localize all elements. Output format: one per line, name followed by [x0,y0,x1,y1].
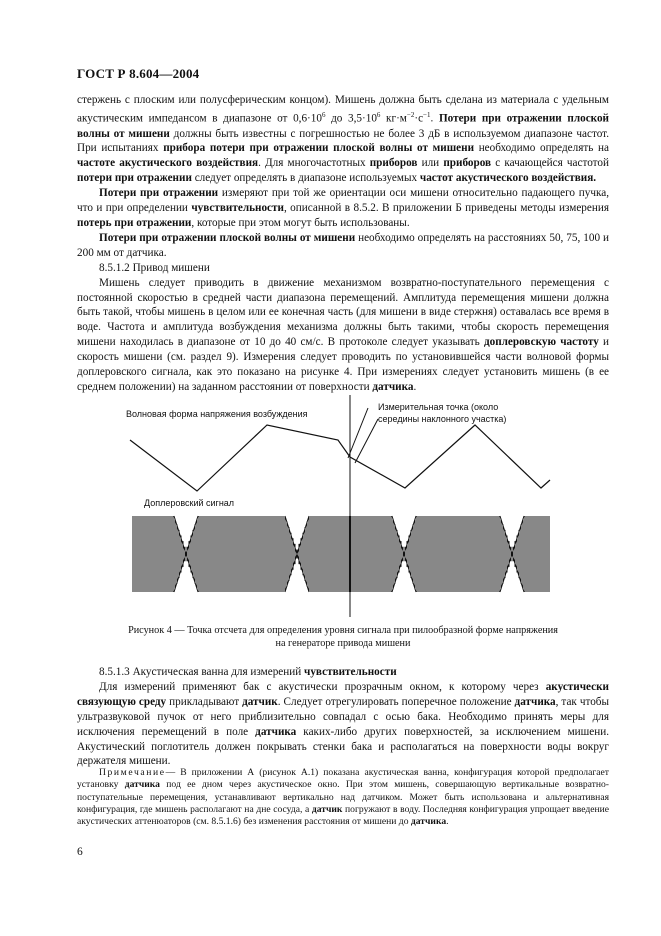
doppler-signal-waveform [133,516,549,592]
figure-4-caption [77,624,609,650]
doppler-signal-label: Доплеровский сигнал [144,498,235,508]
figure-caption-line1: Рисунок 4 — Точка отсчета для определения уровня сигнала при пилообразной форме напряжения [128,625,558,636]
paragraph-distances: Потери при отражении плоской волны от мишени необходимо определять на расстояниях 50, 75, 100 и 200 мм от датчика. [77,231,609,259]
page-number: 6 [77,846,83,858]
pointer-line-1 [348,408,368,458]
section-heading-8-5-1-3: 8.5.1.3 Акустическая ванна для измерений чувствительности [99,666,397,678]
note-label: Примечание [99,767,166,778]
figure-4-waveforms [0,395,661,620]
drive-waveform-label: Волновая форма напряжения возбуждения [126,409,308,419]
document-header: ГОСТ Р 8.604—2004 [77,66,200,81]
measurement-point-label-line2: середины наклонного участка) [378,414,507,424]
text-block-lower [77,665,609,769]
figure-caption-line2: на генераторе привода мишени [275,638,411,649]
measurement-point-label-line1: Измерительная точка (около [378,402,499,412]
text-block-upper [77,93,609,395]
note-block: Примечание— В приложении А (рисунок А.1) показана акустическая ванна, конфигурация которой предполагает установку датчика под ее дном через акустическое окно. При этом мишень, совершающую вертикальные возвратно-поступательные перемещения, устанавливают вертикально над датчиком. Может быть использована и альтернативная конфигурация, где мишень располагают на дне сосуда, а датчик погружают в воду. Последняя конфигурация упрощает введение акустических аттенюаторов (см. 8.5.1.6) без изменения расстояния от мишени до датчика. [77,767,609,828]
paragraph-target-drive: Мишень следует приводить в движение механизмом возвратно-поступательного перемещения с постоянной скоростью в средней части диапазона перемещений. Амплитуда перемещения мишени должна быть такой, чтобы мишень в целом или ее конечная часть (для мишени в виде стержня) оставалась все время в воде. Частота и амплитуда возбуждения механизма должны быть такими, чтобы скорость перемещения мишени находилась в диапазоне от 10 до 40 см/с. В протоколе следует указывать доплеровскую частоту и скорость мишени (см. раздел 9). Измерения следует проводить по установившейся части волновой формы доплеровского сигнала, как это показано на рисунке 4. При измерениях следует установить мишень (в ее среднем положении) на заданном расстоянии от поверхности датчика. [77,276,609,393]
section-heading-8-5-1-2: 8.5.1.2 Привод мишени [99,261,210,274]
paragraph-reflection-loss: Потери при отражении измеряют при той же ориентации оси мишени относительно падающего пучка, что и при определении чувствительности, описанной в 8.5.2. В приложении Б приведены методы измерения потерь при отражении, которые при этом могут быть использованы. [77,187,609,229]
drive-waveform-line [130,425,550,491]
pointer-line-2 [355,419,378,463]
paragraph-acoustic-bath: Для измерений применяют бак с акустически прозрачным окном, к которому через акустически связующую среду прикладывают датчик. Следует отрегулировать поперечное положение датчика, так чтобы ультразвуковой пучок от него приблизительно совпадал с осью бака. Необходимо принять меры для исключения перемещений в поле датчика каких-либо других поверхностей, за исключением мишени. Акустический поглотитель должен покрывать стенки бака и располагаться на поверхности воды вокруг держателя мишени. [77,680,609,768]
paragraph-target-material: стержень с плоским или полусферическим концом). Мишень должна быть сделана из материала с удельным акустическим импедансом в диапазоне от $0,6\cdot 10^6$ до $3,5\cdot 10^6$ $кг\cdot м^{-2}\cdot с^{-1}$. Потери при отражении плоской волны от мишени должны быть известны с погрешностью не более 3 дБ в используемом диапазоне частот. При испытаниях прибора потери при отражении плоской волны от мишени необходимо определять на частоте акустического воздействия. Для многочастотных приборов или приборов с качающейся частотой потери при отражении следует определять в диапазоне используемых частот акустического воздействия. [77,94,610,185]
